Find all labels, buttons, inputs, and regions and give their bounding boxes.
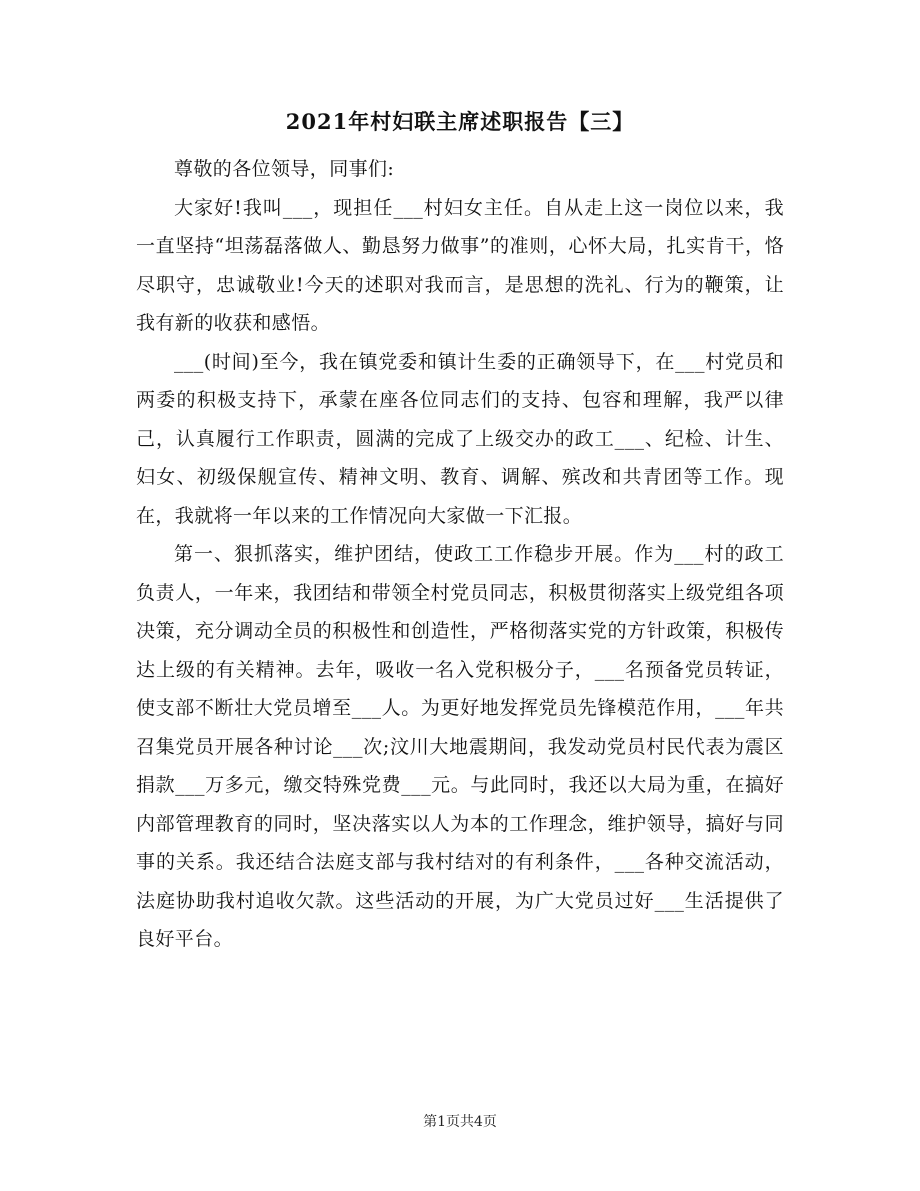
paragraph-work-overview: ___(时间)至今，我在镇党委和镇计生委的正确领导下，在___村党员和两委的积极支持下，承蒙在座各位同志们的支持、包容和理解，我严以律己，认真履行工作职责，圆满的完成了上级交办的政工___、纪检、计生、妇女、初级保舰宣传、精神文明、教育、调解、殡改和共青团等工作。现在，我就将一年以来的工作情况向大家做一下汇报。	[136, 350, 784, 527]
document-body	[136, 150, 784, 959]
document-title: 2021年村妇联主席述职报告【三】	[285, 109, 635, 134]
paragraph-introduction: 大家好!我叫___，现担任___村妇女主任。自从走上这一岗位以来，我一直坚持“坦荡磊落做人、勤恳努力做事”的准则，心怀大局，扎实肯干，恪尽职守，忠诚敬业!今天的述职对我而言，是思想的洗礼、行为的鞭策，让我有新的收获和感悟。	[136, 196, 784, 334]
page-number: 第1页共4页	[423, 1114, 497, 1130]
paragraph-greeting: 尊敬的各位领导，同事们:	[174, 158, 395, 180]
paragraph-first-point: 第一、狠抓落实，维护团结，使政工工作稳步开展。作为___村的政工负责人，一年来，我团结和带领全村党员同志，积极贯彻落实上级党组各项决策，充分调动全员的积极性和创造性，严格彻落实党的方针政策，积极传达上级的有关精神。去年，吸收一名入党积极分子，___名预备党员转证，使支部不断壮大党员增至___人。为更好地发挥党员先锋模范作用，___年共召集党员开展各种讨论___次;汶川大地震期间，我发动党员村民代表为震区捐款___万多元，缴交特殊党费___元。与此同时，我还以大局为重，在搞好内部管理教育的同时，坚决落实以人为本的工作理念，维护领导，搞好与同事的关系。我还结合法庭支部与我村结对的有利条件，___各种交流活动，法庭协助我村追收欠款。这些活动的开展，为广大党员过好___生活提供了良好平台。	[136, 543, 784, 950]
